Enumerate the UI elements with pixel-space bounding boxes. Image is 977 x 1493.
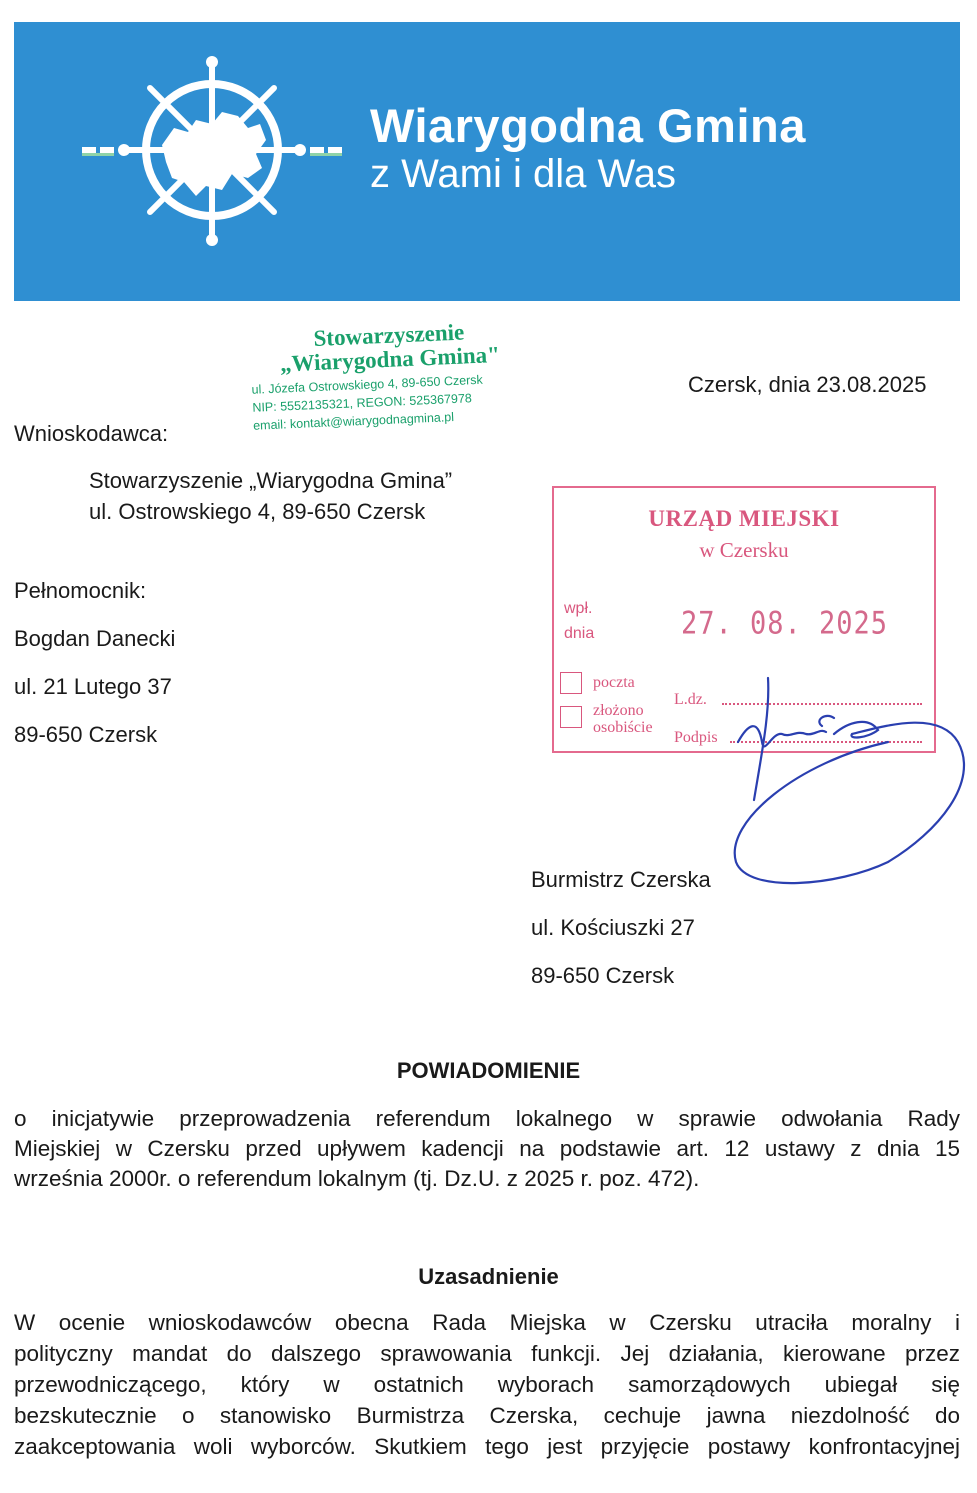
ldz-dotted-line — [722, 703, 922, 705]
office-stamp-title: URZĄD MIEJSKI — [648, 506, 840, 531]
post-checkbox — [560, 672, 582, 694]
ship-wheel-with-map-icon — [62, 50, 362, 250]
stamp-name-line2: „Wiarygodna Gmina" — [279, 341, 501, 377]
received-date: 27. 08. 2025 — [681, 605, 889, 642]
banner-title: Wiarygodna Gmina — [370, 99, 806, 152]
justification-heading: Uzasadnienie — [418, 1264, 559, 1289]
association-stamp — [246, 318, 535, 435]
justification-line-1: W ocenie wnioskodawców obecna Rada Miejska w Czersku utraciła moralny i — [14, 1310, 960, 1335]
notice-line-2: Miejskiej w Czersku przed upływem kadencji na podstawie art. 12 ustawy z dnia 15 — [14, 1136, 960, 1161]
banner-subtitle: z Wami i dla Was — [370, 152, 676, 196]
recipient-street: ul. Kościuszki 27 — [531, 915, 695, 940]
applicant-label: Wnioskodawca: — [14, 421, 169, 446]
stamp-email: email: kontakt@wiarygodnagmina.pl — [252, 410, 455, 433]
notice-line-1: o inicjatywie przeprowadzenia referendum lokalnego w sprawie odwołania Rady — [14, 1106, 960, 1131]
proxy-city: 89-650 Czersk — [14, 722, 158, 747]
proxy-street: ul. 21 Lutego 37 — [14, 674, 172, 699]
applicant-address: ul. Ostrowskiego 4, 89-650 Czersk — [89, 499, 426, 524]
recipient-name: Burmistrz Czerska — [531, 867, 711, 892]
signature-dotted-line — [730, 741, 922, 743]
place-date: Czersk, dnia 23.08.2025 — [688, 372, 927, 397]
justification-line-4: bezskutecznie o stanowisko Burmistrza Czerska, cechuje jawna niezdolność do — [14, 1403, 960, 1428]
option-personal-1: złożono — [593, 702, 644, 719]
personal-checkbox — [560, 706, 582, 728]
received-label-1: wpł. — [564, 600, 593, 617]
stamp-name-line1: Stowarzyszenie — [313, 319, 465, 352]
stamp-address: ul. Józefa Ostrowskiego 4, 89-650 Czersk — [251, 372, 484, 397]
option-post: poczta — [593, 674, 635, 691]
received-label-2: dnia — [564, 625, 595, 642]
option-personal-2: osobiście — [593, 719, 653, 736]
justification-line-5: zaakceptowania woli wyborców. Skutkiem tego jest przyjęcie postawy konfrontacyjnej — [14, 1434, 960, 1459]
justification-line-3: przewodniczącego, który w ostatnich wyborach samorządowych ubiegał się — [14, 1372, 960, 1397]
proxy-label: Pełnomocnik: — [14, 578, 147, 603]
recipient-city: 89-650 Czersk — [531, 963, 675, 988]
signature-label: Podpis — [674, 729, 718, 746]
justification-line-2: polityczny mandat do dalszego sprawowania funkcji. Jej działania, kierowane przez — [14, 1341, 960, 1366]
proxy-name: Bogdan Danecki — [14, 626, 176, 651]
notice-heading: POWIADOMIENIE — [396, 1058, 581, 1083]
notice-line-3: września 2000r. o referendum lokalnym (tj. Dz.U. z 2025 r. poz. 472). — [14, 1166, 700, 1191]
ldz-label: L.dz. — [674, 691, 707, 708]
office-stamp-subtitle: w Czersku — [699, 538, 789, 562]
office-received-stamp — [552, 486, 936, 753]
applicant-name: Stowarzyszenie „Wiarygodna Gmina” — [89, 468, 453, 493]
stamp-ids: NIP: 5552135321, REGON: 525367978 — [252, 391, 473, 415]
